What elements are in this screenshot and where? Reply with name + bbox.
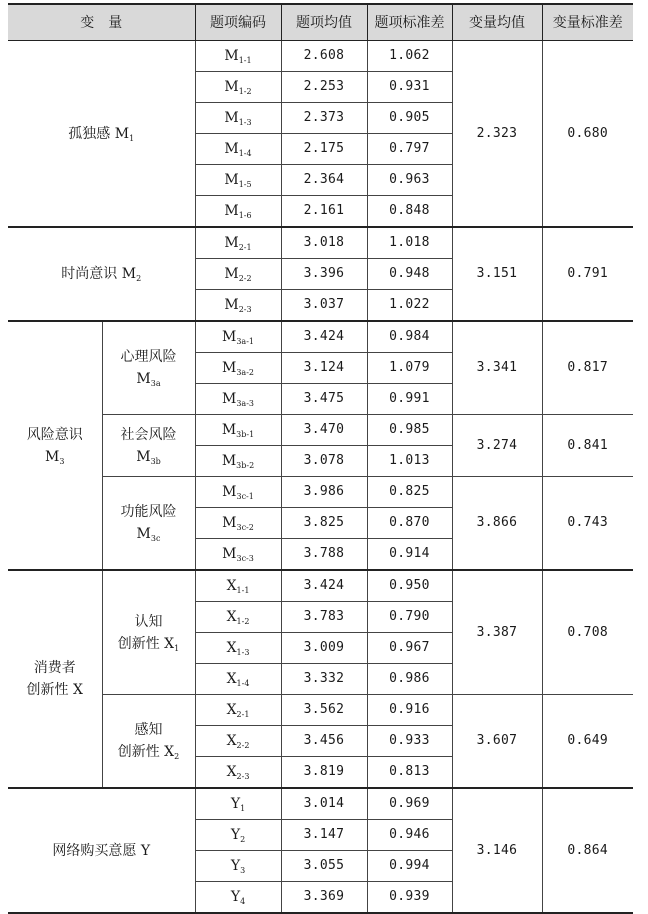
variable-label-x1: 认知 创新性 $X_1$ bbox=[102, 570, 195, 695]
item-mean: 2.373 bbox=[281, 103, 367, 134]
item-mean: 3.018 bbox=[281, 227, 367, 259]
variable-mean: 3.866 bbox=[452, 477, 542, 571]
item-mean: 3.424 bbox=[281, 570, 367, 602]
item-sd: 0.950 bbox=[367, 570, 452, 602]
item-mean: 3.078 bbox=[281, 446, 367, 477]
item-code: $M_{1-1}$ bbox=[195, 41, 281, 72]
item-sd: 0.963 bbox=[367, 165, 452, 196]
item-code: $M_{3a-2}$ bbox=[195, 353, 281, 384]
variable-sd: 0.743 bbox=[542, 477, 633, 571]
item-sd: 0.948 bbox=[367, 259, 452, 290]
table-row bbox=[8, 41, 633, 72]
variable-mean: 3.274 bbox=[452, 415, 542, 477]
item-mean: 3.014 bbox=[281, 788, 367, 820]
item-code: $Y_4$ bbox=[195, 882, 281, 914]
item-code: $M_{1-4}$ bbox=[195, 134, 281, 165]
item-sd: 0.985 bbox=[367, 415, 452, 446]
item-mean: 3.475 bbox=[281, 384, 367, 415]
table-row bbox=[8, 415, 633, 446]
item-code: $M_{2-2}$ bbox=[195, 259, 281, 290]
item-sd: 0.939 bbox=[367, 882, 452, 914]
item-mean: 2.253 bbox=[281, 72, 367, 103]
header-item-code: 题项编码 bbox=[195, 4, 281, 41]
item-sd: 0.790 bbox=[367, 602, 452, 633]
item-sd: 0.984 bbox=[367, 321, 452, 353]
item-code: $M_{3c-3}$ bbox=[195, 539, 281, 571]
variable-sd: 0.864 bbox=[542, 788, 633, 913]
variable-mean: 3.387 bbox=[452, 570, 542, 695]
item-code: $X_{2-1}$ bbox=[195, 695, 281, 726]
variable-label-m1: 孤独感 $M_1$ bbox=[8, 41, 195, 228]
item-mean: 3.009 bbox=[281, 633, 367, 664]
item-sd: 0.797 bbox=[367, 134, 452, 165]
item-mean: 3.788 bbox=[281, 539, 367, 571]
variable-label-y: 网络购买意愿 Y bbox=[8, 788, 195, 913]
item-mean: 2.364 bbox=[281, 165, 367, 196]
item-sd: 0.813 bbox=[367, 757, 452, 789]
item-mean: 3.986 bbox=[281, 477, 367, 508]
item-code: $M_{3c-1}$ bbox=[195, 477, 281, 508]
variable-mean: 3.607 bbox=[452, 695, 542, 789]
table-row bbox=[8, 695, 633, 726]
table-row bbox=[8, 227, 633, 259]
table-row bbox=[8, 570, 633, 602]
variable-sd: 0.649 bbox=[542, 695, 633, 789]
item-code: $X_{2-2}$ bbox=[195, 726, 281, 757]
item-code: $Y_1$ bbox=[195, 788, 281, 820]
variable-sd: 0.680 bbox=[542, 41, 633, 228]
item-code: $X_{1-4}$ bbox=[195, 664, 281, 695]
variable-label-m3c: 功能风险 $M_{3c}$ bbox=[102, 477, 195, 571]
item-mean: 3.424 bbox=[281, 321, 367, 353]
header-item-sd: 题项标准差 bbox=[367, 4, 452, 41]
item-mean: 3.783 bbox=[281, 602, 367, 633]
item-mean: 3.037 bbox=[281, 290, 367, 322]
item-mean: 3.369 bbox=[281, 882, 367, 914]
item-code: $M_{1-2}$ bbox=[195, 72, 281, 103]
item-sd: 0.969 bbox=[367, 788, 452, 820]
item-code: $X_{1-3}$ bbox=[195, 633, 281, 664]
item-sd: 0.991 bbox=[367, 384, 452, 415]
item-mean: 2.608 bbox=[281, 41, 367, 72]
item-mean: 3.332 bbox=[281, 664, 367, 695]
variable-label-x: 消费者 创新性 X bbox=[8, 570, 102, 788]
item-code: $M_{3b-1}$ bbox=[195, 415, 281, 446]
variable-label-x2: 感知 创新性 $X_2$ bbox=[102, 695, 195, 789]
item-code: $M_{3a-3}$ bbox=[195, 384, 281, 415]
variable-mean: 2.323 bbox=[452, 41, 542, 228]
header-item-mean: 题项均值 bbox=[281, 4, 367, 41]
item-sd: 0.914 bbox=[367, 539, 452, 571]
item-code: $X_{1-1}$ bbox=[195, 570, 281, 602]
variable-mean: 3.146 bbox=[452, 788, 542, 913]
item-mean: 3.470 bbox=[281, 415, 367, 446]
item-sd: 0.916 bbox=[367, 695, 452, 726]
item-mean: 3.825 bbox=[281, 508, 367, 539]
item-sd: 0.848 bbox=[367, 196, 452, 228]
item-mean: 3.124 bbox=[281, 353, 367, 384]
item-code: $M_{2-1}$ bbox=[195, 227, 281, 259]
item-code: $Y_2$ bbox=[195, 820, 281, 851]
descriptive-stats-table bbox=[8, 3, 633, 914]
item-sd: 0.946 bbox=[367, 820, 452, 851]
item-code: $X_{1-2}$ bbox=[195, 602, 281, 633]
item-sd: 1.079 bbox=[367, 353, 452, 384]
variable-label-m2: 时尚意识 $M_2$ bbox=[8, 227, 195, 321]
variable-mean: 3.151 bbox=[452, 227, 542, 321]
item-code: $M_{3b-2}$ bbox=[195, 446, 281, 477]
header-variable-mean: 变量均值 bbox=[452, 4, 542, 41]
item-mean: 3.456 bbox=[281, 726, 367, 757]
item-sd: 0.933 bbox=[367, 726, 452, 757]
variable-label-m3b: 社会风险 $M_{3b}$ bbox=[102, 415, 195, 477]
variable-label-m3a: 心理风险 $M_{3a}$ bbox=[102, 321, 195, 415]
item-sd: 0.825 bbox=[367, 477, 452, 508]
item-code: $M_{3a-1}$ bbox=[195, 321, 281, 353]
table-row bbox=[8, 477, 633, 508]
variable-sd: 0.841 bbox=[542, 415, 633, 477]
variable-mean: 3.341 bbox=[452, 321, 542, 415]
item-sd: 0.931 bbox=[367, 72, 452, 103]
header-row bbox=[8, 4, 633, 41]
item-mean: 3.819 bbox=[281, 757, 367, 789]
item-sd: 1.022 bbox=[367, 290, 452, 322]
item-code: $M_{3c-2}$ bbox=[195, 508, 281, 539]
variable-label-m3: 风险意识 $M_3$ bbox=[8, 321, 102, 570]
variable-sd: 0.791 bbox=[542, 227, 633, 321]
variable-sd: 0.817 bbox=[542, 321, 633, 415]
header-variable-sd: 变量标准差 bbox=[542, 4, 633, 41]
item-mean: 2.161 bbox=[281, 196, 367, 228]
variable-sd: 0.708 bbox=[542, 570, 633, 695]
item-sd: 0.905 bbox=[367, 103, 452, 134]
item-mean: 3.147 bbox=[281, 820, 367, 851]
item-sd: 0.870 bbox=[367, 508, 452, 539]
item-sd: 0.994 bbox=[367, 851, 452, 882]
header-variable: 变 量 bbox=[8, 4, 195, 41]
item-sd: 0.986 bbox=[367, 664, 452, 695]
table-row bbox=[8, 788, 633, 820]
item-mean: 2.175 bbox=[281, 134, 367, 165]
item-sd: 1.013 bbox=[367, 446, 452, 477]
item-code: $M_{1-5}$ bbox=[195, 165, 281, 196]
item-code: $Y_3$ bbox=[195, 851, 281, 882]
item-code: $M_{1-6}$ bbox=[195, 196, 281, 228]
item-mean: 3.562 bbox=[281, 695, 367, 726]
item-mean: 3.396 bbox=[281, 259, 367, 290]
item-mean: 3.055 bbox=[281, 851, 367, 882]
item-sd: 1.018 bbox=[367, 227, 452, 259]
item-sd: 1.062 bbox=[367, 41, 452, 72]
item-sd: 0.967 bbox=[367, 633, 452, 664]
item-code: $M_{1-3}$ bbox=[195, 103, 281, 134]
item-code: $X_{2-3}$ bbox=[195, 757, 281, 789]
item-code: $M_{2-3}$ bbox=[195, 290, 281, 322]
table-row bbox=[8, 321, 633, 353]
